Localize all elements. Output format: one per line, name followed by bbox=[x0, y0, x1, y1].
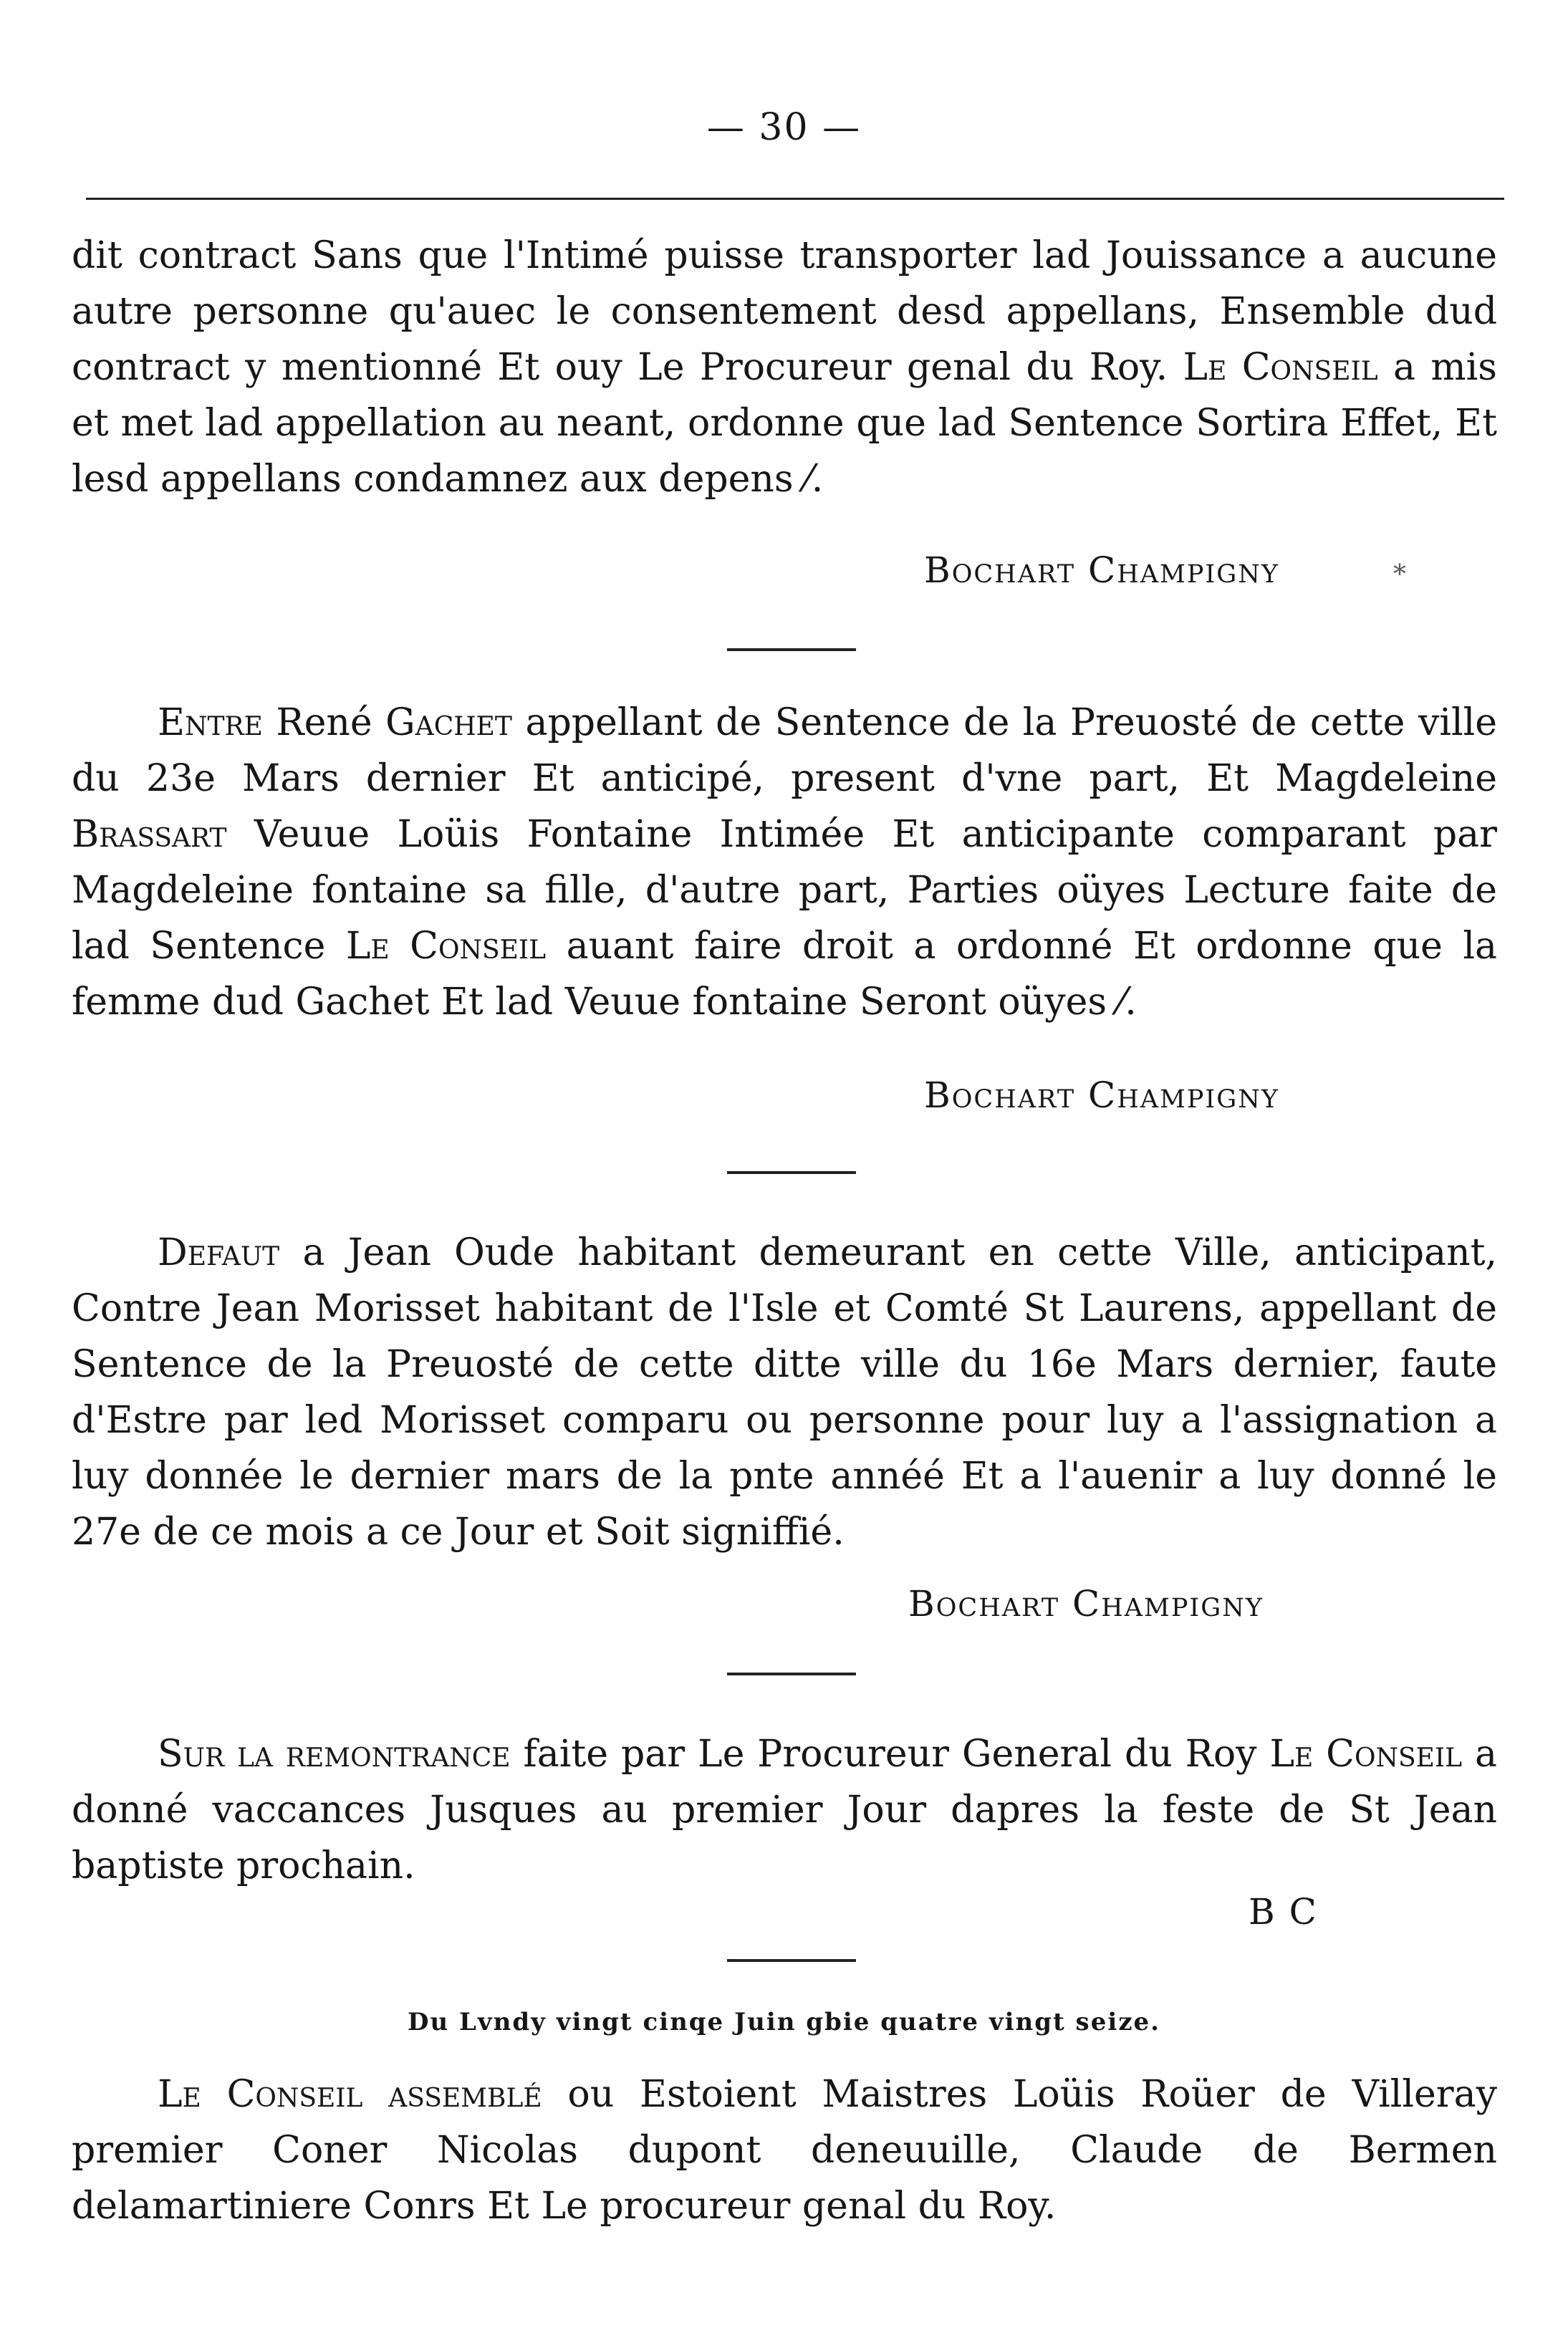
entry-1-text: dit contract Sans que l'Intimé puisse transporter lad Jouissance a aucune autre personne qu'auec le consentement desd appellans, Ensemble dud contract y mentionné Et ouy Le Procureur genal du Roy. bbox=[72, 234, 1497, 389]
final-text: ou Estoient Maistres Loüis Roüer de Villeray premier Coner Nicolas dupont deneuuille, Claude de Bermen delamartiniere Conrs Et Le procureur genal du Roy. bbox=[72, 2073, 1497, 2228]
stray-asterisk-mark: ⁎ bbox=[1393, 552, 1406, 581]
entry-2-name-brassart: Brassart bbox=[72, 813, 227, 856]
entry-2-council: Le Conseil bbox=[345, 925, 547, 968]
entry-4-lead: Sur la remontrance bbox=[158, 1733, 511, 1776]
entry-4-text: faite par Le Procureur General du Roy bbox=[510, 1733, 1270, 1776]
entry-2-paragraph bbox=[72, 695, 1497, 1030]
entry-3-lead: Defaut bbox=[158, 1231, 280, 1274]
entry-4-signature: B C bbox=[1249, 1891, 1318, 1933]
entry-1-council: Le Conseil bbox=[1183, 346, 1378, 389]
separator-1 bbox=[727, 648, 856, 651]
entry-2-text2: appellant de Sentence de la Preuosté de cette ville du 23e Mars dernier Et anticipé, present d'vne part, Et Magdeleine bbox=[72, 701, 1497, 800]
entry-2-text: René bbox=[262, 701, 386, 744]
entry-4-paragraph bbox=[72, 1726, 1497, 1894]
entry-2-text4: auant faire droit a ordonné Et ordonne que la femme dud Gachet Et lad Veuue fontaine Seront oüyes ⁄. bbox=[72, 925, 1498, 1024]
final-paragraph bbox=[72, 2067, 1497, 2234]
header-rule bbox=[86, 198, 1504, 200]
entry-2-lead: Entre bbox=[158, 701, 263, 744]
entry-2-name-gachet: Gachet bbox=[385, 701, 512, 744]
entry-1-paragraph bbox=[72, 228, 1497, 507]
entry-1-signature: Bochart Champigny bbox=[924, 549, 1279, 591]
entry-3-text: a Jean Oude habitant demeurant en cette Ville, anticipant, Contre Jean Morisset habitant de l'Isle et Comté St Laurens, appellant de Sentence de la Preuosté de cette ditte ville du 16e Mars dernier, faute d'Estre par led Morisset comparu ou personne pour luy a l'assignation a luy donnée le dernier mars de la pnte annéé Et a l'auenir a luy donné le 27e de ce mois a ce Jour et Soit signiffié. bbox=[72, 1231, 1497, 1554]
separator-4 bbox=[727, 1959, 856, 1962]
entry-2-text3: Veuue Loüis Fontaine Intimée Et anticipante comparant par Magdeleine fontaine sa fille, d'autre part, Parties oüyes Lecture faite de lad Sentence bbox=[72, 813, 1497, 968]
entry-2-signature: Bochart Champigny bbox=[924, 1074, 1279, 1116]
date-heading: Du Lvndy vingt cinqe Juin gbie quatre vingt seize. bbox=[407, 2008, 1161, 2036]
entry-3-paragraph bbox=[72, 1225, 1497, 1560]
separator-3 bbox=[727, 1673, 856, 1675]
entry-4-rest: a donné vaccances Jusques au premier Jour dapres la feste de St Jean baptiste prochain. bbox=[72, 1733, 1497, 1887]
entry-1-rest: a mis et met lad appellation au neant, ordonne que lad Sentence Sortira Effet, Et lesd appellans condamnez aux depens ⁄. bbox=[72, 346, 1497, 501]
final-lead: Le Conseil assemblé bbox=[158, 2073, 542, 2116]
entry-3-signature: Bochart Champigny bbox=[908, 1583, 1264, 1625]
entry-4-council: Le Conseil bbox=[1269, 1733, 1463, 1776]
separator-2 bbox=[727, 1171, 856, 1174]
page-number: — 30 — bbox=[706, 106, 862, 149]
